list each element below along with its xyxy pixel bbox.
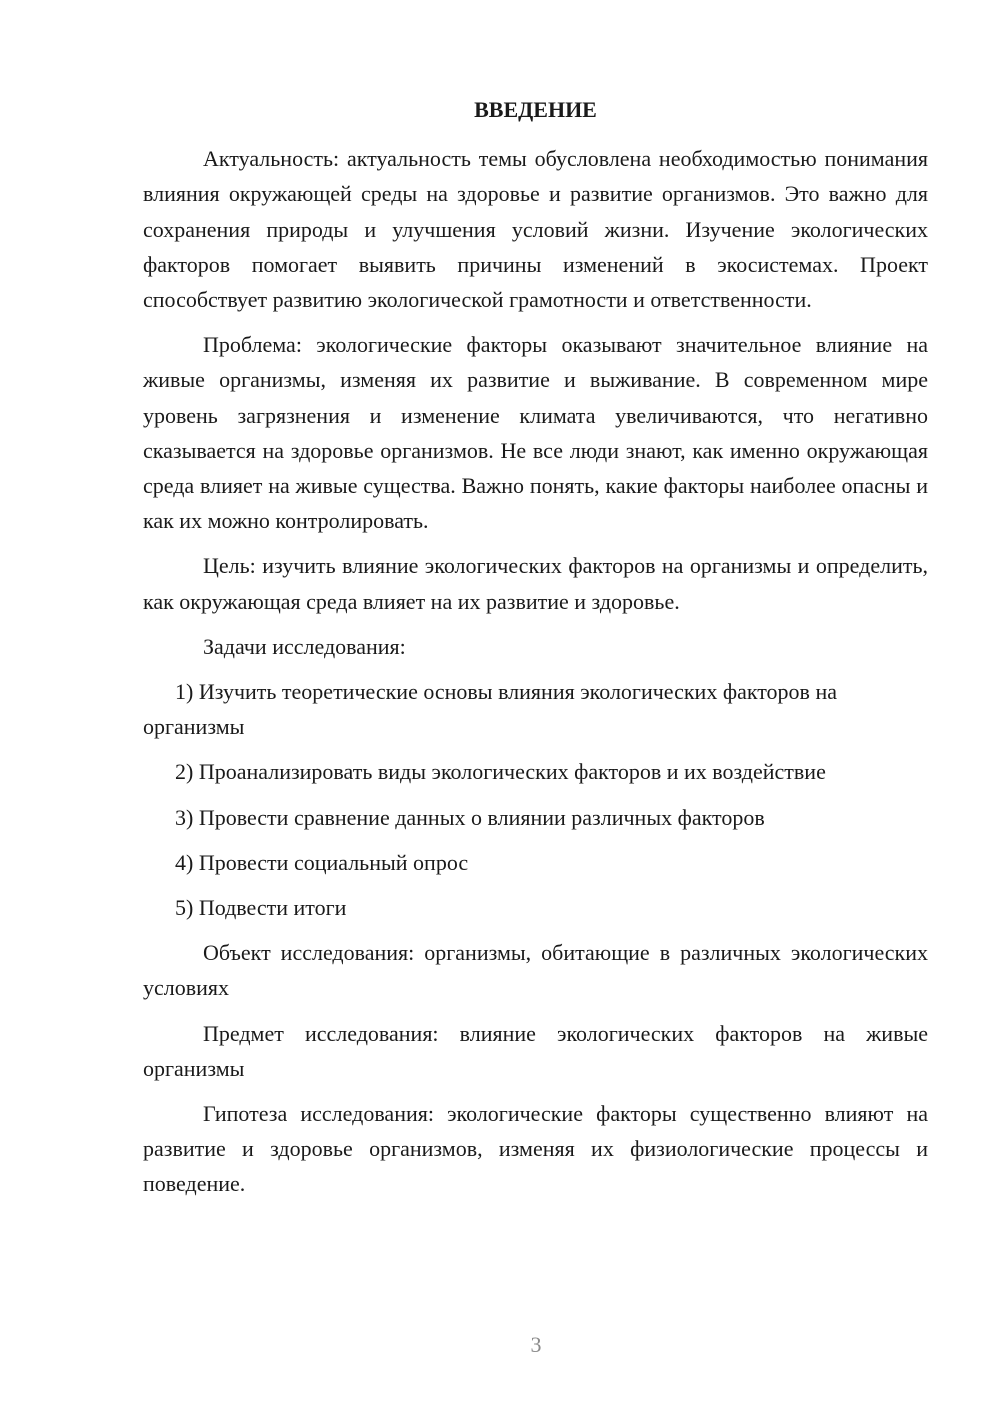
subject-paragraph: Предмет исследования: влияние экологических факторов на живые организмы [143, 1020, 928, 1081]
object-paragraph: Объект исследования: организмы, обитающие в различных экологических условиях [143, 940, 928, 1001]
task-item-1: 1) Изучить теоретические основы влияния экологических факторов на организмы [143, 679, 837, 740]
hypothesis-paragraph: Гипотеза исследования: экологические факторы существенно влияют на развитие и здоровье организмов, изменяя их физиологические процессы и поведение. [143, 1101, 928, 1197]
task-item-2: 2) Проанализировать виды экологических факторов и их воздействие [175, 759, 826, 785]
relevance-paragraph: Актуальность: актуальность темы обусловлена необходимостью понимания влияния окружающей среды на здоровье и развитие организмов. Это важно для сохранения природы и улучшения условий жизни. Изучение экологических факторов помогает выявить причины изменений в экосистемах. Проект способствует развитию экологической грамотности и ответственности. [143, 146, 928, 313]
task-item-4: 4) Провести социальный опрос [175, 849, 469, 875]
problem-paragraph: Проблема: экологические факторы оказывают значительное влияние на живые организмы, изменяя их развитие и выживание. В современном мире уровень загрязнения и изменение климата увеличиваются, что негативно сказывается на здоровье организмов. Не все люди знают, как именно окружающая среда влияет на живые существа. Важно понять, какие факторы наиболее опасны и как их можно контролировать. [143, 332, 928, 534]
page-title: ВВЕДЕНИЕ [474, 97, 597, 122]
page-number: 3 [530, 1332, 542, 1357]
tasks-title: Задачи исследования: [203, 633, 406, 659]
task-item-3: 3) Провести сравнение данных о влиянии различных факторов [175, 804, 765, 830]
task-item-5: 5) Подвести итоги [175, 895, 347, 921]
page-content [143, 92, 928, 1212]
goal-paragraph: Цель: изучить влияние экологических факторов на организмы и определить, как окружающая среда влияет на их развитие и здоровье. [143, 553, 928, 614]
